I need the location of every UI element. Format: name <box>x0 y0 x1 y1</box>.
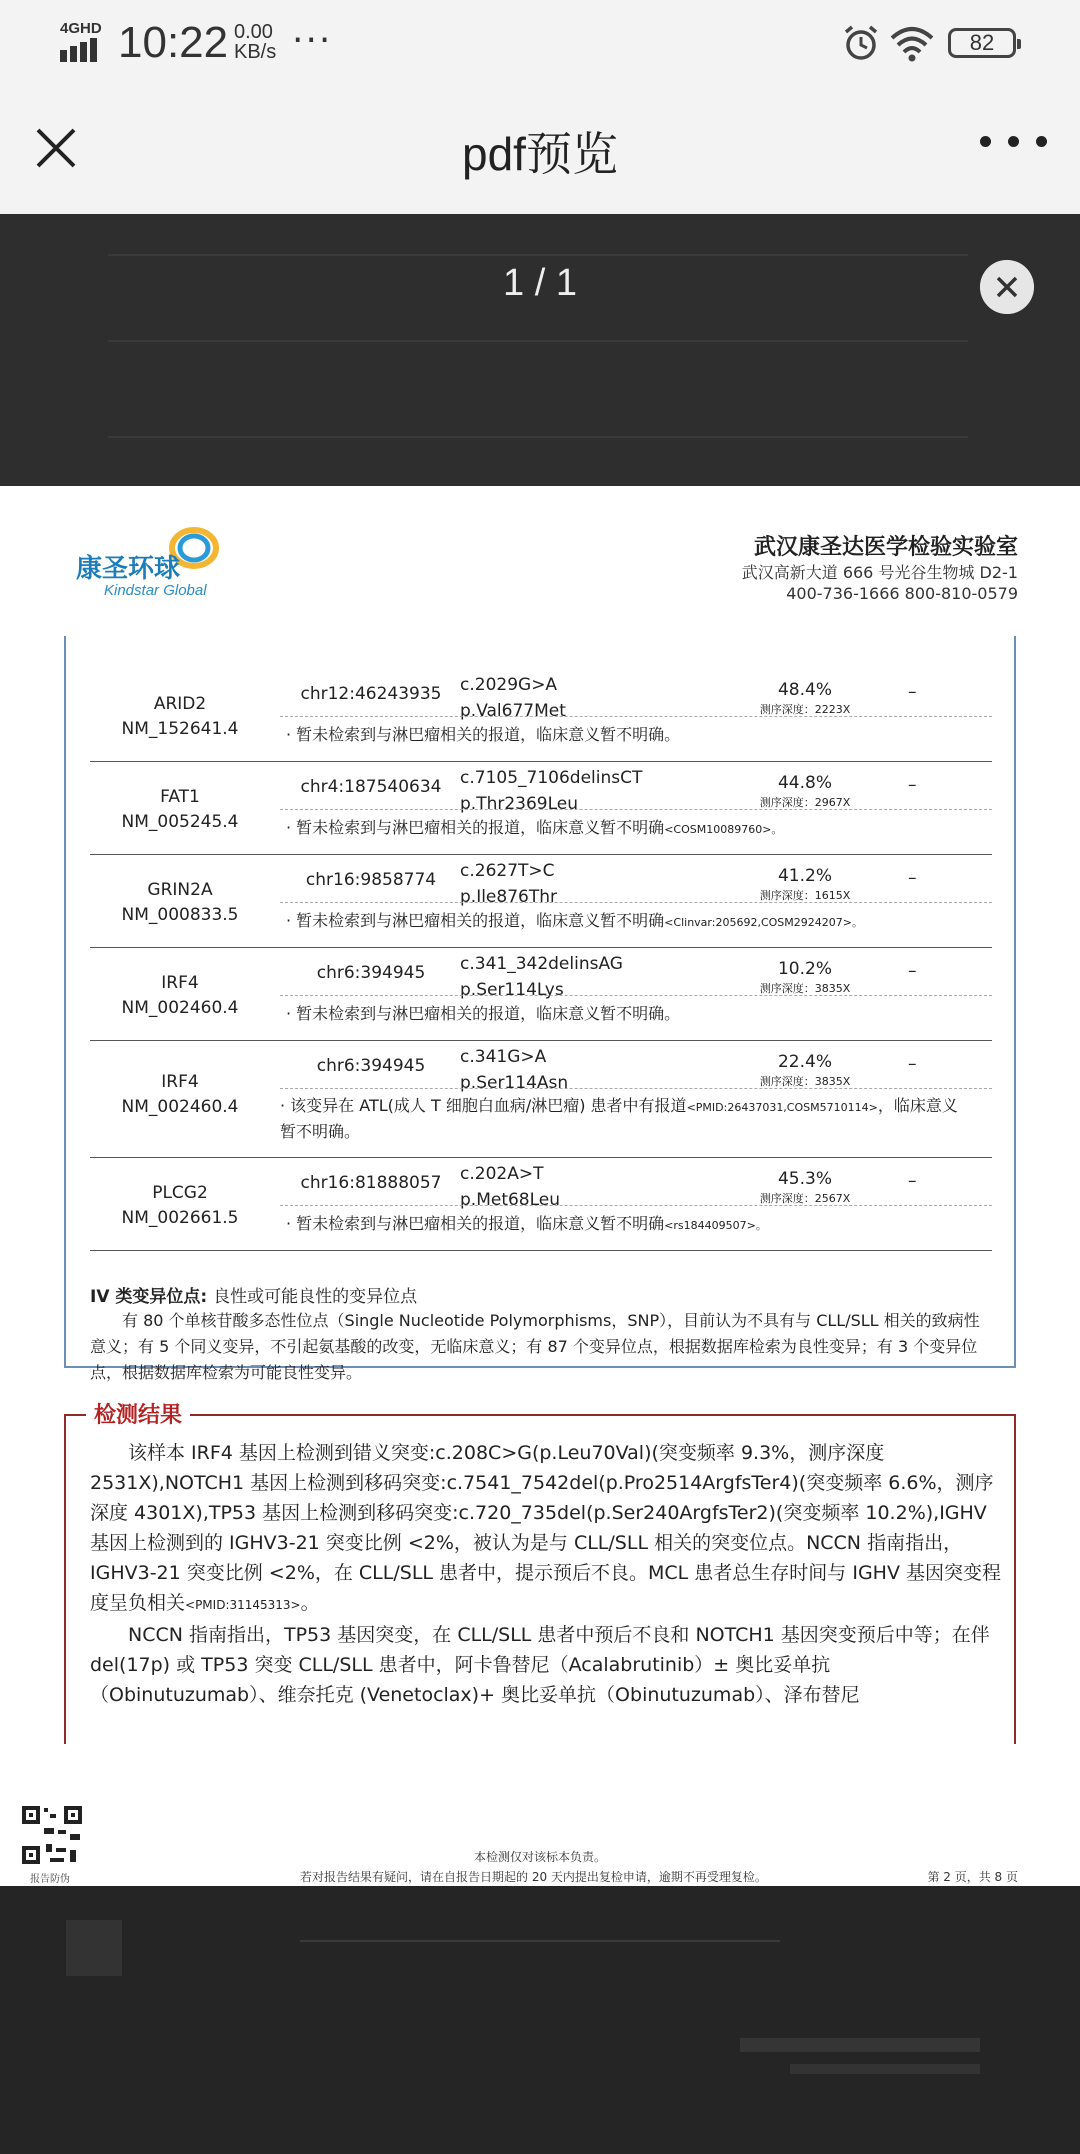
lab-name: 武汉康圣达医学检验实验室 <box>753 535 1018 560</box>
gene-cell: IRF4 NM_002460.4 <box>121 973 239 1018</box>
lab-phone: 400-736-1666 800-810-0579 <box>786 584 1018 603</box>
alarm-icon <box>842 24 880 62</box>
page-counter: 1 / 1 <box>503 262 577 304</box>
table-row <box>90 670 992 762</box>
table-row <box>90 1159 992 1251</box>
result-paragraph-2: NCCN 指南指出，TP53 基因突变，在 CLL/SLL 患者中预后不良和 NOTCH1 基因突变预后中等；在伴 del(17p) 或 TP53 突变 CLL/SLL 患者中，阿卡鲁替尼（Acalabrutinib）± 奥比妥单抗（Obinutuzumab）、维奈托克 (Venetoclax)+ 奥比妥单抗（Obinutuzumab）、泽布替尼 <box>90 1624 990 1706</box>
network-speed <box>234 22 276 62</box>
logo-text-cn: 康圣环球 <box>76 554 181 584</box>
frequency-cell: 44.8% 测序深度：2967X <box>759 773 851 809</box>
variant-note: · 暂未检索到与淋巴瘤相关的报道，临床意义暂不明确<COSM10089760>。 <box>286 818 783 837</box>
hgvs-cell: c.7105_7106delinsCT p.Thr2369Leu <box>460 768 643 814</box>
tier4-body: 有 80 个单核苷酸多态性位点（Single Nucleotide Polymorphisms，SNP），目前认为不具有与 CLL/SLL 相关的致病性意义；有 5 个同义变异，不引起氨基酸的改变，无临床意义；有 87 个变异位点，根据数据库检索为良性变异；有 3 个变异位点，根据数据库检索为可能良性变异。 <box>90 1311 980 1382</box>
hgvs-cell: c.341_342delinsAG p.Ser114Lys <box>460 954 623 1000</box>
network-type: 4GHD <box>60 20 102 37</box>
frequency-cell: 22.4% 测序深度：3835X <box>759 1052 851 1088</box>
tier-cell: – <box>908 961 917 981</box>
position-cell: chr6:394945 <box>316 963 426 983</box>
tier4-heading: IV 类变异位点: 良性或可能良性的变异位点 <box>90 1287 418 1307</box>
document-page <box>0 486 1080 1886</box>
tier-cell: – <box>908 1171 917 1191</box>
table-row <box>90 763 992 855</box>
tier-cell: – <box>908 682 917 702</box>
position-cell: chr6:394945 <box>316 1056 426 1076</box>
lab-address: 武汉高新大道 666 号光谷生物城 D2-1 <box>741 563 1018 582</box>
frequency-cell: 45.3% 测序深度：2567X <box>759 1169 851 1205</box>
position-cell: chr16:9858774 <box>305 870 437 890</box>
footer-page-number: 第 2 页，共 8 页 <box>927 1870 1018 1884</box>
battery-level: 82 <box>969 30 995 55</box>
clock: 10:22 <box>118 18 229 67</box>
hgvs-cell: c.2627T>C p.Ile876Thr <box>460 861 557 907</box>
more-options-icon[interactable] <box>978 130 1054 154</box>
variant-note: · 暂未检索到与淋巴瘤相关的报道，临床意义暂不明确。 <box>286 1004 681 1023</box>
footer-recheck-note: 若对报告结果有疑问，请在自报告日期起的 20 天内提出复检申请，逾期不再受理复检。 <box>300 1870 767 1884</box>
result-section-body <box>90 1438 1010 1710</box>
status-bar <box>0 0 1080 90</box>
pdf-viewer[interactable] <box>0 214 1080 2154</box>
speed-value: 0.00 <box>234 21 273 43</box>
wifi-icon <box>888 24 936 62</box>
variant-note: · 暂未检索到与淋巴瘤相关的报道，临床意义暂不明确。 <box>286 725 681 744</box>
hgvs-cell: c.341G>A p.Ser114Asn <box>460 1047 569 1093</box>
tier-cell: – <box>908 1054 917 1074</box>
speed-unit: KB/s <box>234 41 277 63</box>
variant-note: · 该变异在 ATL(成人 T 细胞白血病/淋巴瘤) 患者中有报道<PMID:26437031,COSM5710114>，临床意义暂不明确。 <box>280 1096 958 1141</box>
gene-cell: ARID2 NM_152641.4 <box>121 694 239 739</box>
frequency-cell: 48.4% 测序深度：2223X <box>759 680 851 716</box>
variant-note: · 暂未检索到与淋巴瘤相关的报道，临床意义暂不明确<Clinvar:205692,COSM2924207>。 <box>286 911 863 930</box>
position-cell: chr12:46243935 <box>300 684 442 704</box>
page-title: pdf预览 <box>462 128 618 180</box>
previous-page-preview <box>0 214 1080 486</box>
more-notifications-icon: ··· <box>292 20 333 61</box>
table-row <box>90 1042 992 1158</box>
gene-cell: PLCG2 NM_002661.5 <box>121 1183 239 1228</box>
next-page-preview <box>0 1886 1080 2154</box>
app-header <box>0 90 1080 214</box>
logo-text-en: Kindstar Global <box>104 582 207 599</box>
frequency-cell: 10.2% 测序深度：3835X <box>759 959 851 995</box>
battery-icon <box>948 28 1016 58</box>
hgvs-cell: c.202A>T p.Met68Leu <box>460 1164 561 1210</box>
gene-cell: FAT1 NM_005245.4 <box>121 787 239 832</box>
frequency-cell: 41.2% 测序深度：1615X <box>759 866 851 902</box>
footer-disclaimer: 本检测仅对该标本负责。 <box>473 1850 606 1864</box>
cellular-signal-icon <box>60 22 108 62</box>
tier-cell: – <box>908 775 917 795</box>
result-section-title: 检测结果 <box>86 1398 190 1429</box>
qr-caption: 报告防伪 <box>30 1874 70 1885</box>
table-row <box>90 949 992 1041</box>
tier-cell: – <box>908 868 917 888</box>
result-paragraph-1: 该样本 IRF4 基因上检测到错义突变:c.208C>G(p.Leu70Val)(突变频率 9.3%，测序深度 2531X),NOTCH1 基因上检测到移码突变:c.7541_7542del(p.Pro2514ArgfsTer4)(突变频率 6.6%，测序深度 4301X),TP53 基因上检测到移码突变:c.720_735del(p.Ser240ArgfsTer2)(突变频率 10.2%),IGHV 基因上检测到的 IGHV3-21 突变比例 <2%，被认为是与 CLL/SLL 相关的突变位点。NCCN 指南指出，IGHV3-21 突变比例 <2%，在 CLL/SLL 患者中，提示预后不良。MCL 患者总生存时间与 IGHV 基因突变程度呈负相关<PMID:31145313>。 <box>90 1442 1001 1614</box>
position-cell: chr16:81888057 <box>300 1173 442 1193</box>
gene-cell: GRIN2A NM_000833.5 <box>121 880 239 925</box>
table-row <box>90 856 992 948</box>
gene-cell: IRF4 NM_002460.4 <box>121 1072 239 1117</box>
variant-note: · 暂未检索到与淋巴瘤相关的报道，临床意义暂不明确<rs184409507>。 <box>286 1214 767 1233</box>
hgvs-cell: c.2029G>A p.Val677Met <box>460 675 566 721</box>
close-preview-icon[interactable] <box>980 260 1034 314</box>
position-cell: chr4:187540634 <box>300 777 442 797</box>
